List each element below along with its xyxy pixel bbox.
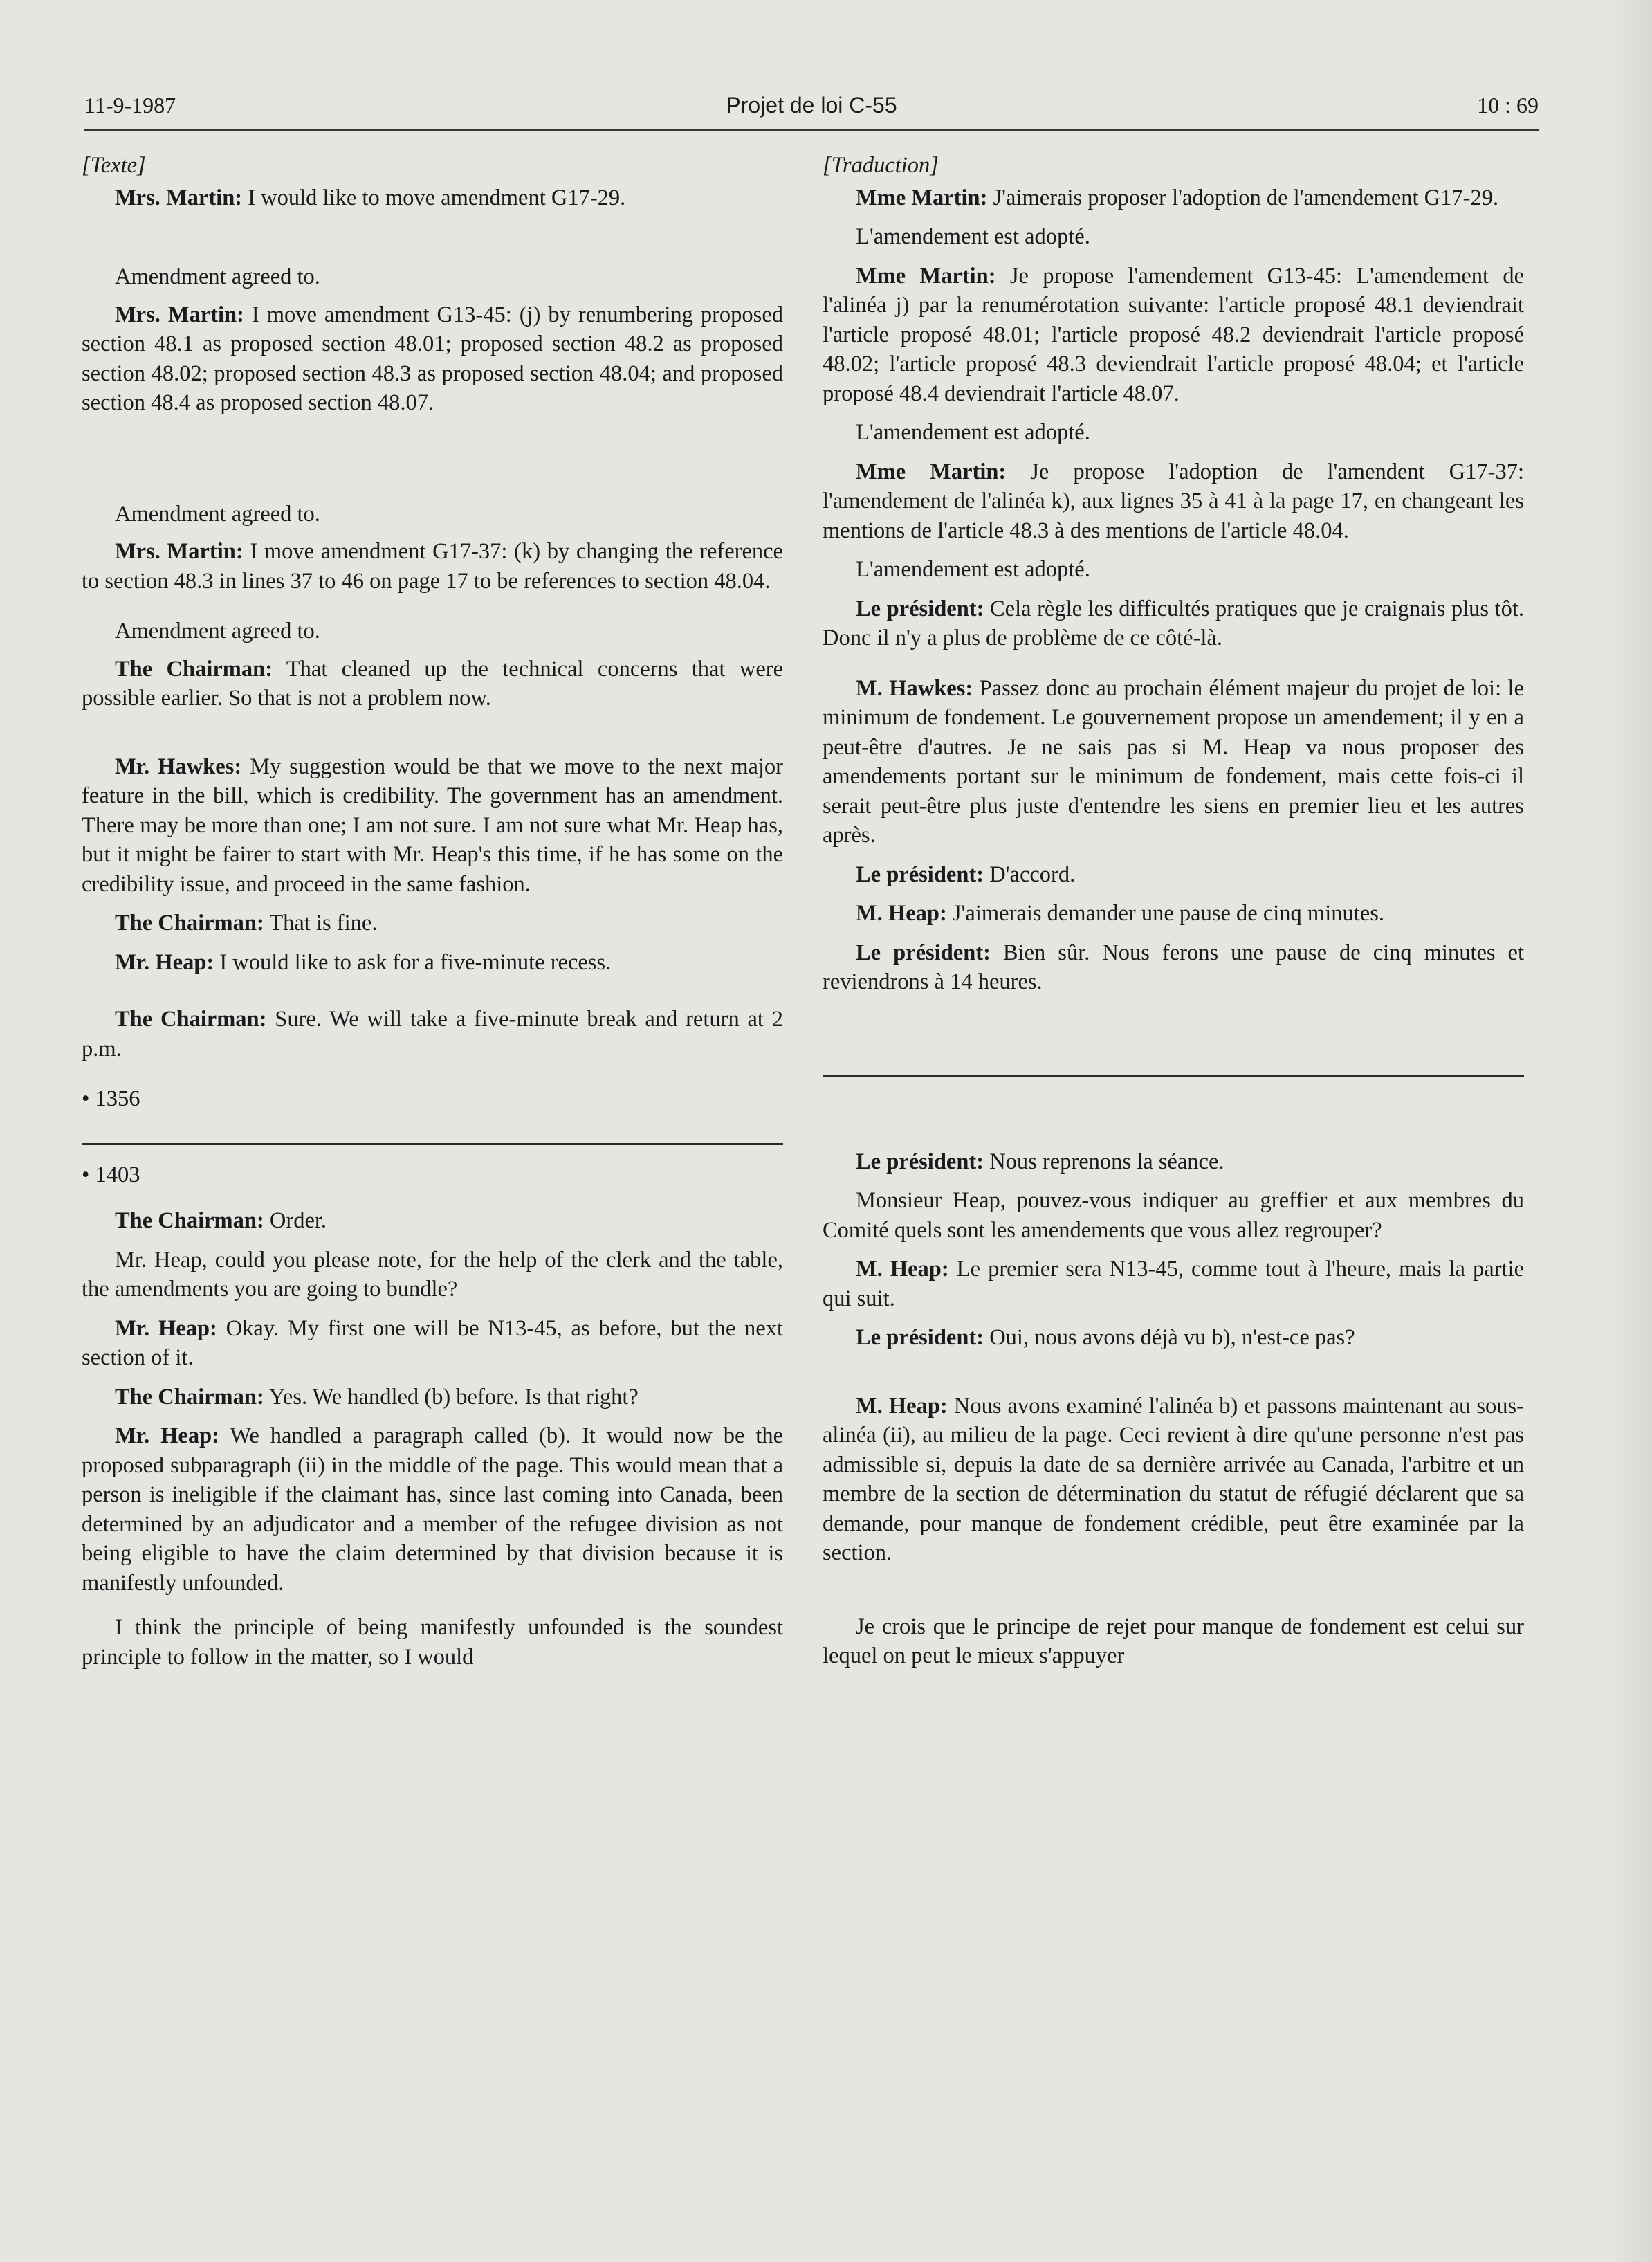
header-page-number: 10 : 69 (1477, 93, 1539, 118)
speech-text: D'accord. (989, 861, 1076, 887)
speech-paragraph (823, 262, 1524, 409)
speaker: Mr. Heap: (115, 1315, 217, 1341)
speaker: Mme Martin: (856, 459, 1007, 484)
speech-paragraph (823, 899, 1524, 929)
speech-paragraph (823, 1255, 1524, 1313)
speaker: Mr. Heap: (115, 949, 214, 975)
speech-paragraph (82, 300, 783, 418)
speech-text: Nous reprenons la séance. (989, 1149, 1224, 1174)
speech-text: Oui, nous avons déjà vu b), n'est-ce pas? (989, 1325, 1355, 1350)
speech-paragraph (82, 183, 783, 213)
speech-paragraph (82, 752, 783, 900)
speech-text: J'aimerais proposer l'adoption de l'amendement G17-29. (993, 185, 1499, 210)
speaker: Le président: (856, 1149, 984, 1174)
speech-text: Order. (269, 1208, 327, 1233)
speaker: Mme Martin: (856, 263, 996, 289)
speaker: M. Heap: (856, 1257, 949, 1282)
plain-paragraph: L'amendement est adopté. (856, 420, 1090, 445)
plain-paragraph: L'amendement est adopté. (856, 224, 1090, 249)
speech-paragraph (823, 457, 1524, 546)
speaker: Mrs. Martin: (115, 302, 244, 327)
speech-text: That is fine. (269, 911, 378, 936)
speaker: Le président: (856, 596, 984, 621)
speaker: Mrs. Martin: (115, 539, 244, 564)
speaker: Mr. Hawkes: (115, 754, 242, 779)
speaker: The Chairman: (115, 1384, 264, 1410)
speech-text: I move amendment G17-37: (k) by changing the reference to section 48.3 in lines 37 to 46 on page 17 to be references to section 48.04. (82, 539, 783, 594)
speaker: Mrs. Martin: (115, 185, 243, 210)
header-date: 11-9-1987 (84, 93, 176, 118)
plain-paragraph: Je crois que le principe de rejet pour manque de fondement est celui sur lequel on peut le mieux s'appuyer (823, 1614, 1524, 1668)
speech-paragraph (823, 1147, 1524, 1177)
speaker: The Chairman: (115, 656, 273, 682)
french-column (823, 151, 1524, 1671)
speaker: The Chairman: (115, 1007, 267, 1032)
speech-paragraph (823, 1323, 1524, 1353)
speaker: Le président: (856, 861, 984, 887)
header-rule (84, 129, 1539, 131)
speech-paragraph (82, 655, 783, 713)
speech-paragraph (823, 674, 1524, 850)
speech-paragraph (82, 909, 783, 938)
speech-text: We handled a paragraph called (b). It would now be the proposed subparagraph (ii) in the middle of the page. This would mean that a person is ineligible if the claimant has, since last coming into Canada, been determined by an adjudicator and a member of the refugee division as not being eligible to have the claim determined by that division because it is manifestly unfounded. (82, 1423, 783, 1596)
speech-text: Yes. We handled (b) before. Is that right? (268, 1384, 639, 1410)
speaker: Le président: (856, 940, 991, 965)
speaker: Mme Martin: (856, 185, 988, 210)
time-marker: • 1403 (82, 1162, 140, 1187)
speech-text: I move amendment G13-45: (j) by renumbering proposed section 48.1 as proposed section 48.01; proposed section 48.2 as proposed section 48.02; proposed section 48.3 as proposed section 48.04; and proposed section 48.4 as proposed section 48.07. (82, 302, 783, 415)
page-header (84, 93, 1539, 129)
speaker: M. Heap: (856, 1393, 948, 1419)
plain-paragraph: Monsieur Heap, pouvez-vous indiquer au greffier et aux membres du Comité quels sont les amendements que vous allez regrouper? (823, 1188, 1524, 1243)
scan-shadow (1610, 0, 1652, 2262)
speech-text: My suggestion would be that we move to the next major feature in the bill, which is credibility. The government has an amendment. There may be more than one; I am not sure. I am not sure what Mr. Heap has, but it might be fairer to start with Mr. Heap's this time, if he has some on the credibility issue, and proceed in the same fashion. (82, 754, 784, 897)
speech-text: Passez donc au prochain élément majeur du projet de loi: le minimum de fondement. Le gouvernement propose un amendement; il y en a peut-être d'autres. Je ne sais pas si M. Heap va nous proposer des amendements portant sur le minimum de fondement, mais cette fois-ci il serait peut-être plus juste d'entendre les siens en premier lieu et les autres après. (823, 675, 1524, 848)
speaker: M. Heap: (856, 901, 947, 926)
speech-paragraph (82, 1206, 783, 1236)
speech-text: J'aimerais demander une pause de cinq minutes. (952, 901, 1384, 926)
speaker: The Chairman: (115, 1208, 264, 1233)
speech-paragraph (823, 860, 1524, 890)
speech-paragraph (823, 183, 1524, 213)
speaker: The Chairman: (115, 911, 264, 936)
speech-text: Je propose l'adoption de l'amendent G17-37: l'amendement de l'alinéa k), aux lignes 35 à 41 à la page 17, en changeant les mentions de l'article 48.3 à des mentions de l'article 48.04. (823, 459, 1525, 543)
speech-text: Sure. We will take a five-minute break and return at 2 p.m. (82, 1007, 783, 1061)
speaker: Mr. Heap: (115, 1423, 219, 1448)
speech-text: I would like to ask for a five-minute recess. (219, 949, 612, 975)
plain-paragraph: L'amendement est adopté. (856, 557, 1090, 582)
speech-paragraph (82, 1383, 783, 1412)
speech-text: Le premier sera N13-45, comme tout à l'heure, mais la partie qui suit. (823, 1257, 1525, 1311)
speaker: M. Hawkes: (856, 675, 973, 701)
speech-paragraph (82, 1314, 783, 1373)
speech-paragraph (823, 938, 1524, 997)
plain-paragraph: Mr. Heap, could you please note, for the help of the clerk and the table, the amendments you are going to bundle? (82, 1247, 783, 1302)
speech-paragraph (82, 1005, 783, 1064)
header-title: Projet de loi C-55 (726, 93, 897, 118)
plain-paragraph: Amendment agreed to. (115, 501, 320, 527)
section-rule (823, 1075, 1524, 1077)
text-tag: [Texte] (82, 153, 146, 178)
plain-paragraph: Amendment agreed to. (115, 264, 320, 289)
plain-paragraph: I think the principle of being manifestly unfounded is the soundest principle to follow in the matter, so I would (82, 1615, 783, 1670)
speech-paragraph (823, 1392, 1524, 1568)
speaker: Le président: (856, 1325, 984, 1350)
speech-paragraph (82, 537, 783, 596)
speech-text: Okay. My first one will be N13-45, as before, but the next section of it. (82, 1315, 784, 1370)
speech-text: Bien sûr. Nous ferons une pause de cinq minutes et reviendrons à 14 heures. (823, 940, 1524, 994)
speech-paragraph (82, 948, 783, 978)
speech-text: That cleaned up the technical concerns that were possible earlier. So that is not a problem now. (82, 656, 783, 711)
plain-paragraph: Amendment agreed to. (115, 619, 320, 644)
speech-text: Je propose l'amendement G13-45: L'amendement de l'alinéa j) par la renumérotation suivante: l'article proposé 48.1 deviendrait l'article proposé 48.01; l'article proposé 48.2 deviendrait l'article proposé 48.02; l'article proposé 48.3 deviendrait l'article proposé 48.04; et l'article proposé 48.4 deviendrait l'article 48.07. (823, 263, 1524, 406)
time-marker: • 1356 (82, 1086, 140, 1111)
speech-text: I would like to move amendment G17-29. (248, 185, 626, 210)
speech-text: Cela règle les difficultés pratiques que je craignais plus tôt. Donc il n'y a plus de problème de ce côté-là. (823, 596, 1524, 650)
speech-text: Nous avons examiné l'alinéa b) et passons maintenant au sous-alinéa (ii), au milieu de la page. Ceci revient à dire qu'une personne n'est pas admissible si, depuis la date de sa dernière arrivée au Canada, l'arbitre et un membre de la section de détermination du statut de réfugié déclarent que sa demande, pour manque de fondement crédible, peut être examinée par la section. (823, 1393, 1525, 1565)
text-tag: [Traduction] (823, 153, 939, 178)
speech-paragraph (823, 594, 1524, 653)
english-column (82, 151, 783, 1672)
section-rule (82, 1143, 783, 1145)
speech-paragraph (82, 1421, 783, 1598)
